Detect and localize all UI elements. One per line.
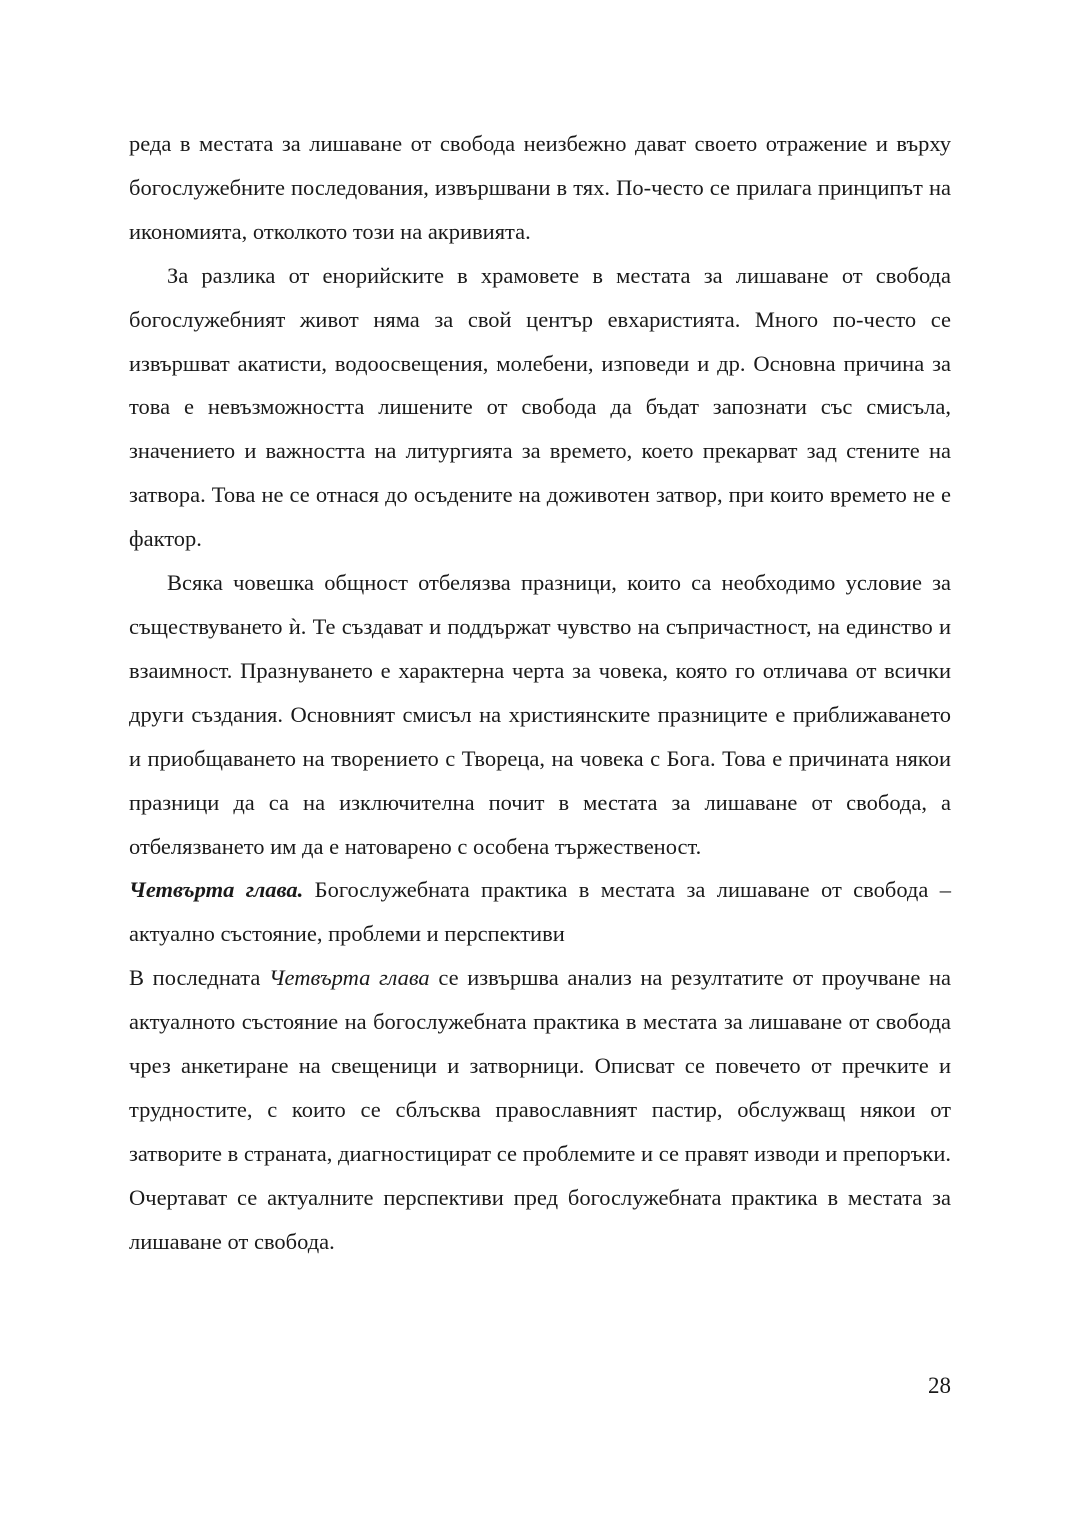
- summary-chapter-reference: Четвърта глава: [269, 965, 430, 991]
- body-text: [129, 122, 951, 1264]
- paragraph-holidays: Всяка човешка общност отбелязва празници, които са необходимо условие за съществуването ѝ. Те създават и поддържат чувство на съпричастност, на единство и взаимност. Празнуването е характерна черта за човека, която го отличава от всички други създания. Основният смисъл на християнските празниците е приближаването и приобщаването на творението с Твореца, на човека с Бога. Това е причината някои празници да са на изключителна почит в местата за лишаване от свобода, а отбелязването им да е натоварено с особена тържественост.: [129, 570, 951, 859]
- chapter-heading: [129, 868, 951, 956]
- page-number: 28: [928, 1373, 951, 1398]
- chapter-label: Четвърта глава.: [129, 877, 304, 903]
- summary-text-rest: се извършва анализ на резултатите от проучване на актуалното състояние на богослужебната практика в местата за лишаване от свобода чрез анкетиране на свещеници и затворници. Описват се повечето от пречките и трудностите, с които се сблъсква православният пастир, обслужващ някои от затворите в страната, диагностицират се проблемите и се правят изводи и препоръки. Очертават се актуалните перспективи пред богослужебната практика в местата за лишаване от свобода.: [129, 965, 951, 1254]
- summary-text-start: В последната: [129, 965, 270, 991]
- paragraph-continuation: реда в местата за лишаване от свобода неизбежно дават своето отражение и върху богослужебните последования, извършвани в тях. По-често се прилага принципът на икономията, отколкото този на акривията.: [129, 131, 951, 244]
- paragraph-chapter-summary: [129, 956, 951, 1263]
- paragraph-worship-life: За разлика от енорийските в храмовете в местата за лишаване от свобода богослужебният живот няма за свой център евхаристията. Много по-често се извършват акатисти, водоосвещения, молебени, изповеди и др. Основна причина за това е невъзможността лишените от свобода да бъдат запознати със смисъла, значението и важността на литургията за времето, което прекарват зад стените на затвора. Това не се отнася до осъдените на доживотен затвор, при които времето не е фактор.: [129, 262, 951, 552]
- chapter-title: Богослужебната практика в местата за лишаване от свобода – актуално състояние, проблеми и перспективи: [129, 877, 951, 947]
